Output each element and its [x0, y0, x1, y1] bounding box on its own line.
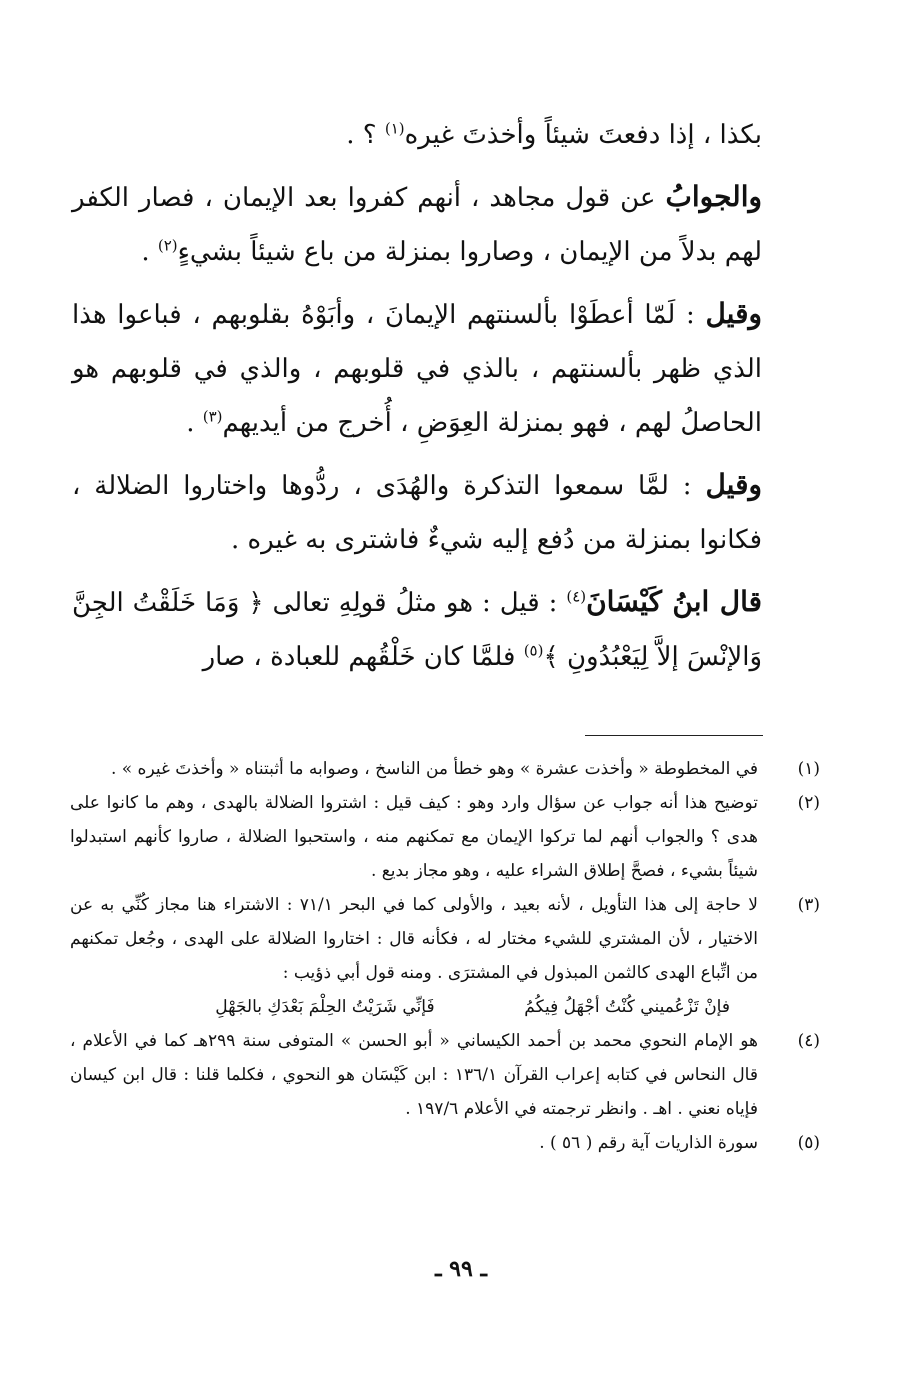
paragraph-4 [72, 458, 762, 567]
footnote-ref: (٤) [566, 587, 587, 606]
footnote-number: (٢) [797, 793, 820, 813]
poem-verse [70, 990, 758, 1024]
footnote-body [70, 888, 758, 1024]
lead-keyword: والجوابُ [665, 180, 762, 213]
paragraph-3 [72, 287, 762, 450]
footnote-ref: (٢) [157, 236, 178, 255]
paragraph-5 [72, 575, 762, 684]
footnote-text: هو الإمام النحوي محمد بن أحمد الكيساني « أبو الحسن » المتوفى سنة ٢٩٩هـ كما في الأعلام ، قال النحاس في كتابه إعراب القرآن ١٣٦/١ : ابن كَيْسَان هو النحوي ، فكلما قلنا : قال ابن كيسان فإياه نعني . اهـ . وانظر ترجمته في الأعلام ١٩٧/٦ . [70, 1031, 758, 1119]
paragraph-text: . [186, 408, 203, 438]
paragraph-text: . [141, 237, 158, 267]
paragraph-text: ؟ . [346, 120, 385, 150]
footnote-1 [70, 752, 820, 786]
footnote-4 [70, 1024, 820, 1126]
footnote-5 [70, 1126, 820, 1160]
footnote-number: (٥) [797, 1133, 820, 1153]
footnote-number: (٤) [797, 1031, 820, 1051]
verse-first-half: فإنْ تَزْعُميني كُنْتُ أجْهَلُ فِيكُمُ [524, 997, 730, 1017]
footnote-2 [70, 786, 820, 888]
paragraph-text: : لمَّا سمعوا التذكرة والهُدَى ، ردُّوها واختاروا الضلالة ، فكانوا بمنزلة من دُفع إليه شيءٌ فاشترى به غيره . [72, 471, 762, 555]
footnote-text: في المخطوطة « وأخذت عشرة » وهو خطأ من الناسخ ، وصوابه ما أثبتناه « وأخذتَ غيره » . [110, 759, 758, 779]
paragraph-1 [72, 108, 762, 162]
paragraph-text: عن قول مجاهد ، أنهم كفروا بعد الإيمان ، فصار الكفر لهم بدلاً من الإيمان ، وصاروا بمنزلة من باع شيئاً بشيءٍ [72, 183, 762, 267]
page-number: ـ ٩٩ ـ [435, 1256, 487, 1282]
footnote-text: سورة الذاريات آية رقم ( ٥٦ ) . [539, 1133, 758, 1153]
paragraph-text: بكذا ، إذا دفعتَ شيئاً وأخذتَ غيره [404, 120, 762, 150]
footnote-text: توضيح هذا أنه جواب عن سؤال وارد وهو : كيف قيل : اشتروا الضلالة بالهدى ، وهم ما كانوا على هدى ؟ والجواب أنهم لما تركوا الإيمان مع تمكنهم منه ، واستحبوا الضلالة ، صاروا كأنهم استبدلوا شيئاً بشيء ، فصحَّ إطلاق الشراء عليه ، وهو مجاز بديع . [70, 793, 758, 881]
lead-keyword: وقيل [705, 297, 762, 330]
footnote-number: (٣) [797, 895, 820, 915]
paragraph-2 [72, 170, 762, 279]
paragraph-text: : قيل : هو مثلُ قولِهِ تعالى ﴿ وَمَا خَلَقْتُ الجِنَّ وَالإنْسَ إلاَّ لِيَعْبُدُونِ ﴾ [72, 588, 762, 672]
footnotes [70, 752, 820, 1160]
footnote-divider [585, 735, 763, 736]
paragraph-text: : لَمّا أعطَوْا بألسنتهم الإيمانَ ، وأبَوْهُ بقلوبهم ، فباعوا هذا الذي ظهر بألسنتهم ، بالذي في قلوبهم ، والذي في قلوبهم هو الحاصلُ لهم ، فهو بمنزلة العِوَضِ ، أُخرج من أيديهم [72, 300, 763, 438]
lead-keyword: وقيل [705, 468, 762, 501]
verse-second-half: فَإنِّي شَرَيْتُ الحِلْمَ بَعْدَكِ بالجَهْلِ [215, 997, 435, 1017]
footnote-3 [70, 888, 820, 1024]
footnote-ref: (١) [384, 119, 405, 138]
main-text [72, 108, 762, 684]
footnote-ref: (٥) [523, 641, 544, 660]
footnote-text: لا حاجة إلى هذا التأويل ، لأنه بعيد ، والأولى كما في البحر ٧١/١ : الاشتراء هنا مجاز كُنِّي به عن الاختيار ، لأن المشتري للشيء مختار له ، فكأنه قال : اختاروا الضلالة على الهدى ، وجُعل تمكنهم من اتِّباع الهدى كالثمن المبذول في المشترَى . ومنه قول أبي ذؤيب : [70, 895, 758, 983]
footnote-ref: (٣) [202, 407, 223, 426]
footnote-number: (١) [797, 759, 820, 779]
paragraph-text: فلمَّا كان خَلْقُهم للعبادة ، صار [202, 642, 524, 672]
lead-keyword: قال ابنُ كَيْسَانَ [586, 585, 762, 618]
